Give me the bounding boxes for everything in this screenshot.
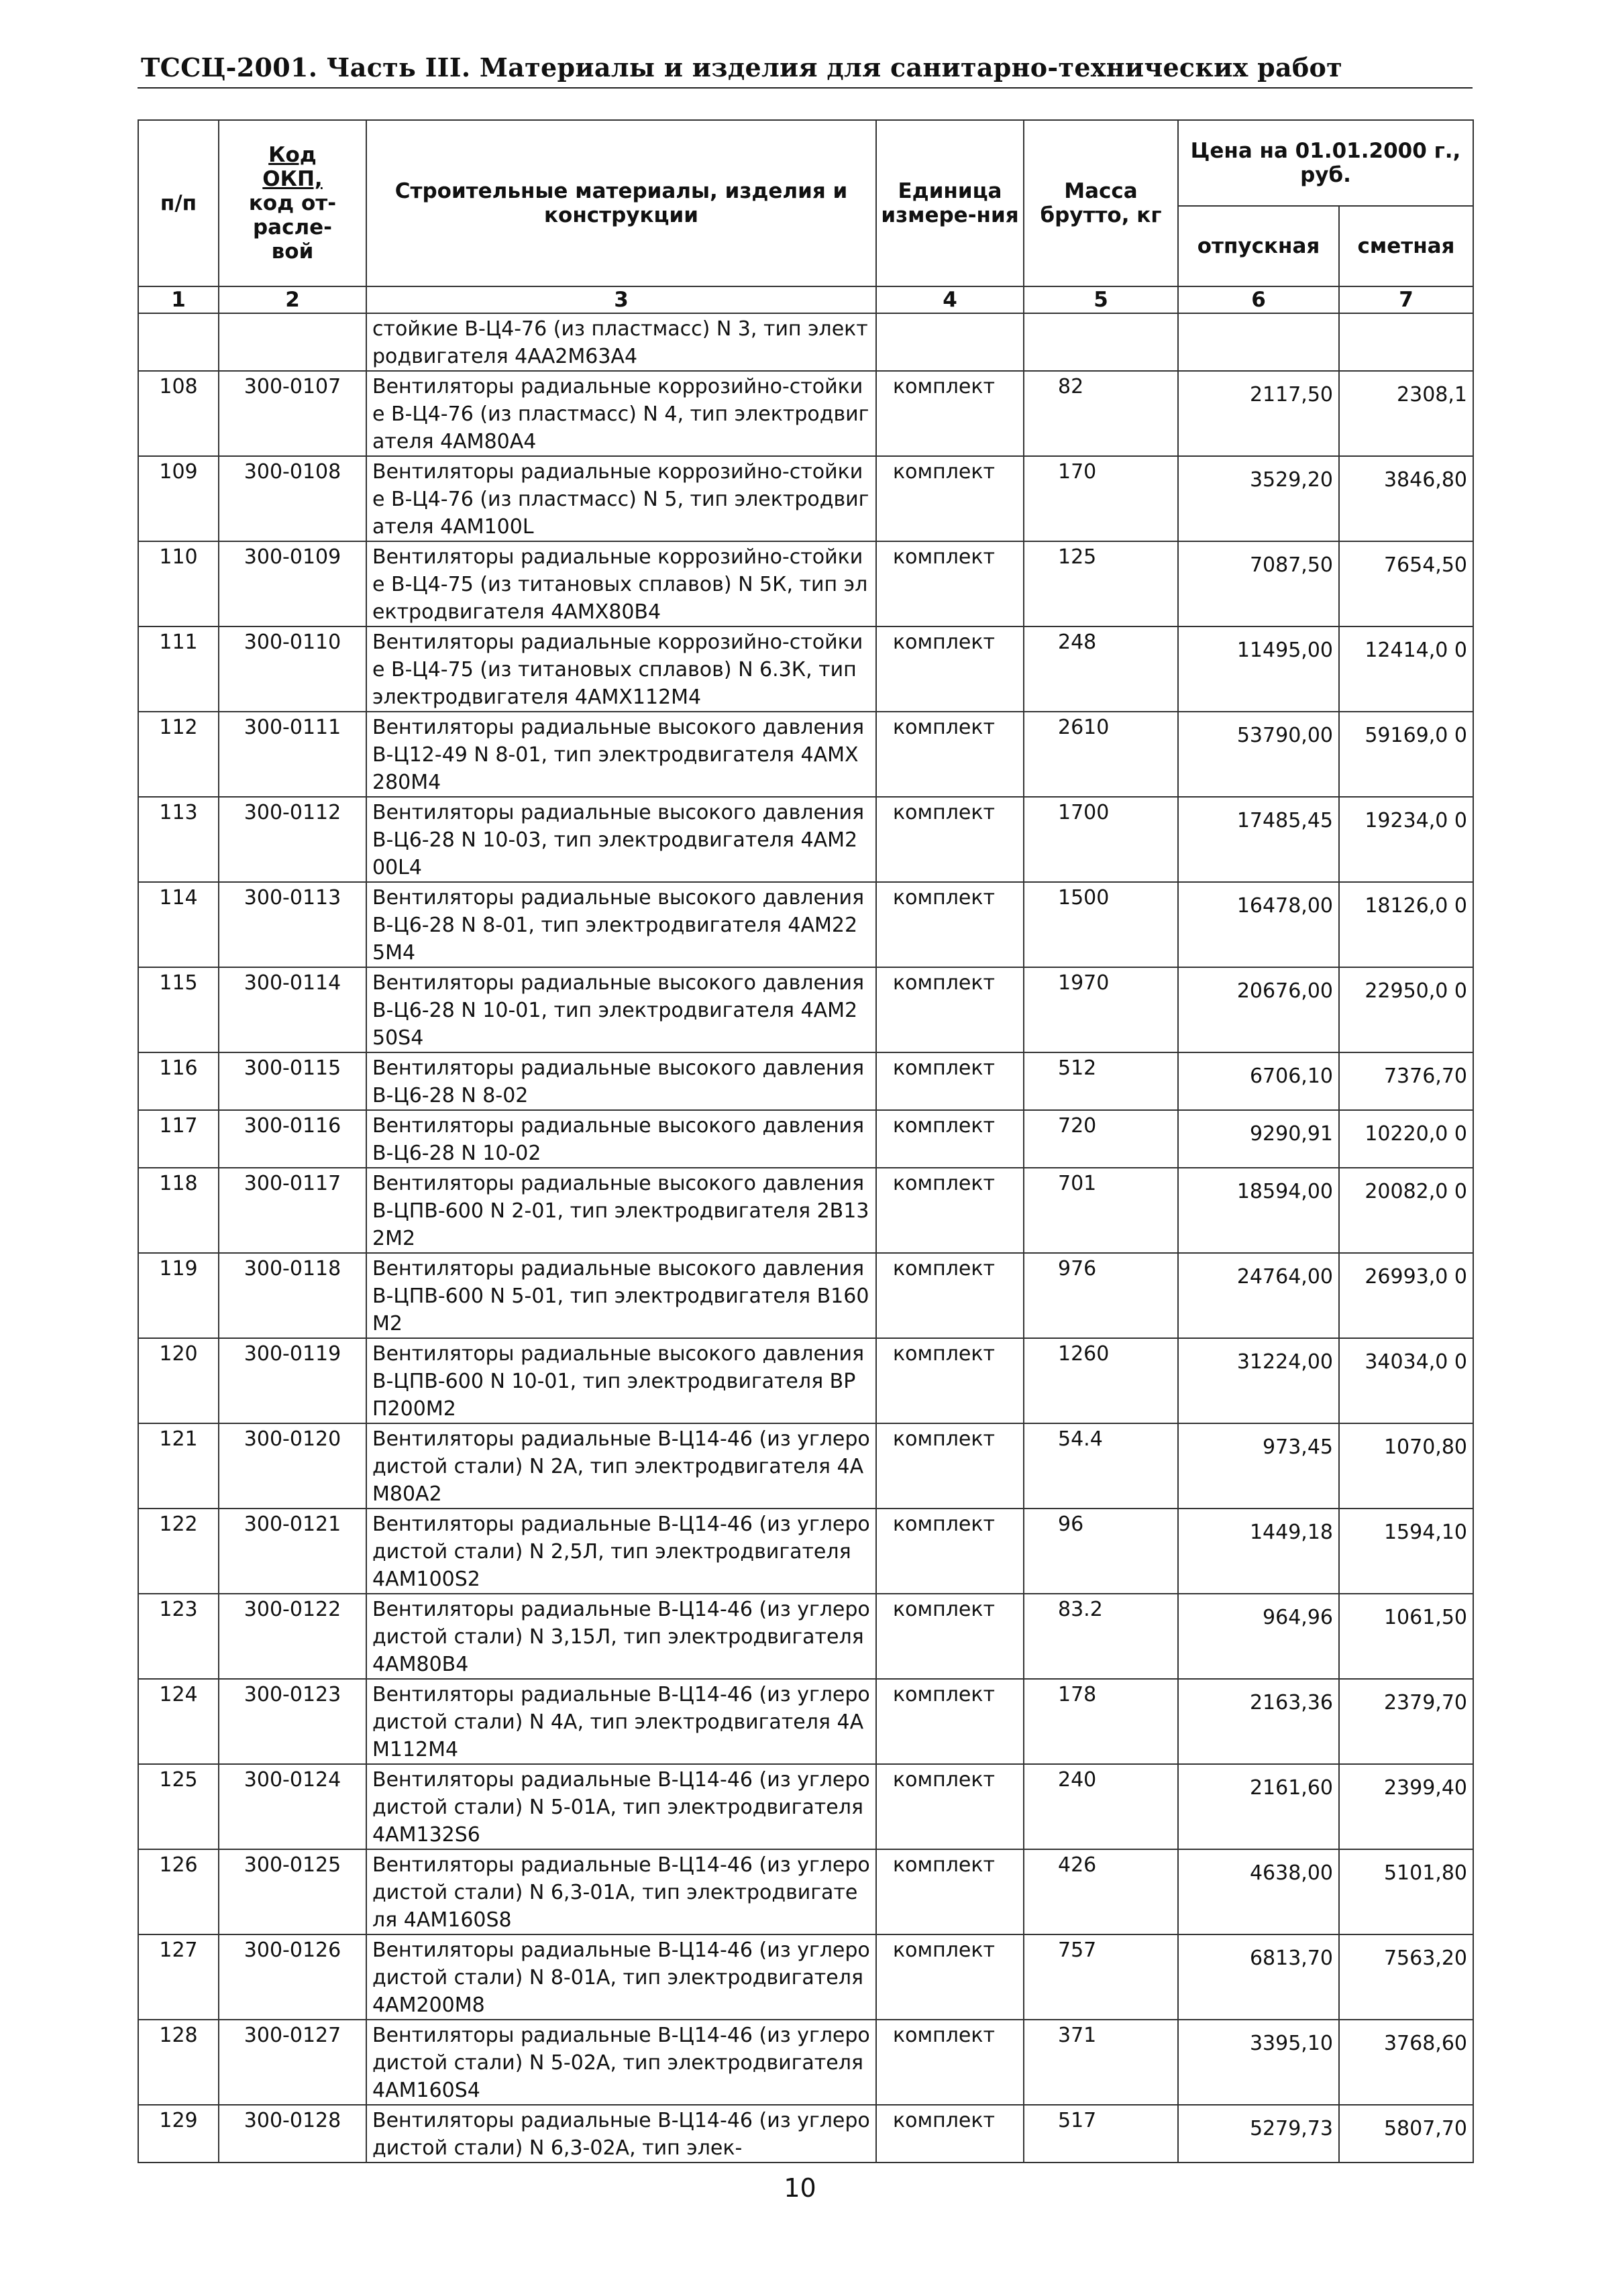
table-row	[138, 371, 1473, 456]
row-price-release: 6813,70	[1178, 1934, 1339, 2020]
row-code: 300-0126	[219, 1934, 366, 2020]
row-description: Вентиляторы радиальные В-Ц14-46 (из углеродистой стали) N 5-01А, тип электродвигателя 4АМ132S6	[366, 1764, 876, 1849]
row-price-estimate: 3768,60	[1339, 2020, 1473, 2105]
row-number: 122	[138, 1509, 219, 1594]
row-price-release: 964,96	[1178, 1594, 1339, 1679]
row-unit: комплект	[876, 1338, 1024, 1423]
row-price-release: 24764,00	[1178, 1253, 1339, 1338]
row-code: 300-0111	[219, 712, 366, 797]
row-mass: 170	[1024, 456, 1178, 541]
row-unit: комплект	[876, 1423, 1024, 1509]
row-price-estimate: 5807,70	[1339, 2105, 1473, 2163]
row-price-estimate: 3846,80	[1339, 456, 1473, 541]
row-unit: комплект	[876, 1594, 1024, 1679]
row-code: 300-0128	[219, 2105, 366, 2163]
row-description: Вентиляторы радиальные коррозийно-стойкие В-Ц4-76 (из пластмасс) N 4, тип электродвигателя 4АМ80А4	[366, 371, 876, 456]
row-code: 300-0123	[219, 1679, 366, 1764]
row-number	[138, 313, 219, 371]
row-unit: комплект	[876, 797, 1024, 882]
row-number: 110	[138, 541, 219, 626]
row-code: 300-0116	[219, 1110, 366, 1168]
table-row	[138, 1338, 1473, 1423]
row-price-estimate: 2399,40	[1339, 1764, 1473, 1849]
row-number: 119	[138, 1253, 219, 1338]
row-unit: комплект	[876, 967, 1024, 1052]
row-number: 129	[138, 2105, 219, 2163]
row-code: 300-0124	[219, 1764, 366, 1849]
row-unit: комплект	[876, 712, 1024, 797]
row-price-estimate	[1339, 313, 1473, 371]
table-row	[138, 2020, 1473, 2105]
row-price-estimate: 7563,20	[1339, 1934, 1473, 2020]
row-code: 300-0114	[219, 967, 366, 1052]
table-row	[138, 1168, 1473, 1253]
row-mass: 240	[1024, 1764, 1178, 1849]
row-price-release: 18594,00	[1178, 1168, 1339, 1253]
row-description: Вентиляторы радиальные В-Ц14-46 (из углеродистой стали) N 6,3-01А, тип электродвигателя 4АМ160S8	[366, 1849, 876, 1934]
row-mass: 125	[1024, 541, 1178, 626]
row-mass: 426	[1024, 1849, 1178, 1934]
row-unit: комплект	[876, 2020, 1024, 2105]
row-price-release: 7087,50	[1178, 541, 1339, 626]
row-unit: комплект	[876, 1679, 1024, 1764]
col-header-code	[219, 120, 366, 286]
code-header-line-4: расле-	[252, 215, 333, 239]
row-mass: 178	[1024, 1679, 1178, 1764]
row-mass: 720	[1024, 1110, 1178, 1168]
row-price-release: 20676,00	[1178, 967, 1339, 1052]
row-description: Вентиляторы радиальные В-Ц14-46 (из углеродистой стали) N 5-02А, тип электродвигателя 4АМ160S4	[366, 2020, 876, 2105]
row-mass: 2610	[1024, 712, 1178, 797]
row-code: 300-0110	[219, 626, 366, 712]
row-number: 116	[138, 1052, 219, 1110]
row-description: Вентиляторы радиальные высокого давления В-Ц6-28 N 10-01, тип электродвигателя 4АМ250S4	[366, 967, 876, 1052]
row-code	[219, 313, 366, 371]
table-row	[138, 1423, 1473, 1509]
page-title: ТССЦ-2001. Часть III. Материалы и изделия для санитарно-технических работ	[141, 52, 1343, 83]
row-number: 121	[138, 1423, 219, 1509]
row-mass: 1700	[1024, 797, 1178, 882]
row-number: 128	[138, 2020, 219, 2105]
row-code: 300-0117	[219, 1168, 366, 1253]
row-price-estimate: 19234,0 0	[1339, 797, 1473, 882]
column-number: 5	[1024, 286, 1178, 313]
row-code: 300-0107	[219, 371, 366, 456]
row-mass	[1024, 313, 1178, 371]
row-code: 300-0118	[219, 1253, 366, 1338]
page-number: 10	[784, 2173, 816, 2203]
table-row	[138, 1764, 1473, 1849]
row-code: 300-0120	[219, 1423, 366, 1509]
row-description: Вентиляторы радиальные высокого давления В-Ц6-28 N 10-03, тип электродвигателя 4АМ200L4	[366, 797, 876, 882]
column-number: 2	[219, 286, 366, 313]
col-header-unit: Единица измере-ния	[876, 120, 1024, 286]
row-unit: комплект	[876, 371, 1024, 456]
row-unit: комплект	[876, 626, 1024, 712]
col-header-desc: Строительные материалы, изделия и конструкции	[366, 120, 876, 286]
row-mass: 371	[1024, 2020, 1178, 2105]
row-price-release: 5279,73	[1178, 2105, 1339, 2163]
table-row	[138, 1594, 1473, 1679]
row-price-release	[1178, 313, 1339, 371]
row-price-estimate: 34034,0 0	[1339, 1338, 1473, 1423]
row-mass: 1970	[1024, 967, 1178, 1052]
row-unit: комплект	[876, 1052, 1024, 1110]
row-mass: 54.4	[1024, 1423, 1178, 1509]
row-price-estimate: 2379,70	[1339, 1679, 1473, 1764]
row-mass: 976	[1024, 1253, 1178, 1338]
row-price-estimate: 1594,10	[1339, 1509, 1473, 1594]
row-description: Вентиляторы радиальные высокого давления В-ЦПВ-600 N 5-01, тип электродвигателя В160М2	[366, 1253, 876, 1338]
row-description: Вентиляторы радиальные высокого давления В-Ц6-28 N 8-02	[366, 1052, 876, 1110]
table-row	[138, 882, 1473, 967]
row-code: 300-0125	[219, 1849, 366, 1934]
row-unit: комплект	[876, 882, 1024, 967]
table-row	[138, 1110, 1473, 1168]
row-description: Вентиляторы радиальные В-Ц14-46 (из углеродистой стали) N 2А, тип электродвигателя 4АМ80А2	[366, 1423, 876, 1509]
row-mass: 757	[1024, 1934, 1178, 2020]
row-description: Вентиляторы радиальные высокого давления В-Ц6-28 N 10-02	[366, 1110, 876, 1168]
column-number: 4	[876, 286, 1024, 313]
row-price-estimate: 1070,80	[1339, 1423, 1473, 1509]
row-unit: комплект	[876, 1168, 1024, 1253]
table-row	[138, 1849, 1473, 1934]
column-number-row	[138, 286, 1473, 313]
row-description: Вентиляторы радиальные В-Ц14-46 (из углеродистой стали) N 4А, тип электродвигателя 4АМ112М4	[366, 1679, 876, 1764]
table-row	[138, 626, 1473, 712]
row-description: Вентиляторы радиальные высокого давления В-ЦПВ-600 N 2-01, тип электродвигателя 2В132М2	[366, 1168, 876, 1253]
row-mass: 83.2	[1024, 1594, 1178, 1679]
row-code: 300-0127	[219, 2020, 366, 2105]
table-row	[138, 2105, 1473, 2163]
col-header-price-release: отпускная	[1178, 206, 1339, 286]
row-price-release: 3395,10	[1178, 2020, 1339, 2105]
row-unit	[876, 313, 1024, 371]
table-row	[138, 967, 1473, 1052]
row-price-release: 9290,91	[1178, 1110, 1339, 1168]
row-price-estimate: 26993,0 0	[1339, 1253, 1473, 1338]
row-description: Вентиляторы радиальные коррозийно-стойкие В-Ц4-75 (из титановых сплавов) N 5К, тип электродвигателя 4АМХ80В4	[366, 541, 876, 626]
row-description: Вентиляторы радиальные высокого давления В-Ц6-28 N 8-01, тип электродвигателя 4АМ225М4	[366, 882, 876, 967]
col-header-price: Цена на 01.01.2000 г., руб.	[1178, 120, 1473, 206]
row-number: 115	[138, 967, 219, 1052]
col-header-mass: Масса брутто, кг	[1024, 120, 1178, 286]
row-unit: комплект	[876, 456, 1024, 541]
row-description: Вентиляторы радиальные коррозийно-стойкие В-Ц4-75 (из титановых сплавов) N 6.3К, тип электродвигателя 4АМХ112М4	[366, 626, 876, 712]
table-row	[138, 1052, 1473, 1110]
row-unit: комплект	[876, 1764, 1024, 1849]
row-number: 125	[138, 1764, 219, 1849]
row-price-release: 973,45	[1178, 1423, 1339, 1509]
row-price-release: 31224,00	[1178, 1338, 1339, 1423]
row-description: Вентиляторы радиальные В-Ц14-46 (из углеродистой стали) N 3,15Л, тип электродвигателя 4АМ80В4	[366, 1594, 876, 1679]
row-code: 300-0113	[219, 882, 366, 967]
table-row	[138, 797, 1473, 882]
row-price-release: 11495,00	[1178, 626, 1339, 712]
row-price-estimate: 7376,70	[1339, 1052, 1473, 1110]
row-number: 117	[138, 1110, 219, 1168]
row-price-estimate: 2308,1	[1339, 371, 1473, 456]
row-mass: 517	[1024, 2105, 1178, 2163]
row-price-estimate: 1061,50	[1339, 1594, 1473, 1679]
table-header	[138, 120, 1473, 313]
row-price-estimate: 20082,0 0	[1339, 1168, 1473, 1253]
row-price-release: 2161,60	[1178, 1764, 1339, 1849]
column-number: 6	[1178, 286, 1339, 313]
code-header-line-2: ОКП,	[262, 167, 323, 191]
row-code: 300-0108	[219, 456, 366, 541]
row-price-release: 3529,20	[1178, 456, 1339, 541]
column-number: 3	[366, 286, 876, 313]
row-unit: комплект	[876, 1509, 1024, 1594]
table-row	[138, 712, 1473, 797]
row-price-release: 17485,45	[1178, 797, 1339, 882]
table-row	[138, 1934, 1473, 2020]
code-header-line-3: код от-	[248, 191, 337, 215]
row-number: 113	[138, 797, 219, 882]
row-number: 124	[138, 1679, 219, 1764]
title-divider	[138, 87, 1473, 89]
row-code: 300-0115	[219, 1052, 366, 1110]
row-mass: 82	[1024, 371, 1178, 456]
row-description: Вентиляторы радиальные В-Ц14-46 (из углеродистой стали) N 8-01А, тип электродвигателя 4АМ200М8	[366, 1934, 876, 2020]
row-number: 111	[138, 626, 219, 712]
row-price-release: 2117,50	[1178, 371, 1339, 456]
row-number: 108	[138, 371, 219, 456]
row-unit: комплект	[876, 1849, 1024, 1934]
row-price-estimate: 59169,0 0	[1339, 712, 1473, 797]
table-row	[138, 1253, 1473, 1338]
row-number: 126	[138, 1849, 219, 1934]
row-price-release: 6706,10	[1178, 1052, 1339, 1110]
row-unit: комплект	[876, 1934, 1024, 2020]
row-mass: 96	[1024, 1509, 1178, 1594]
code-header-line-1: Код	[268, 143, 317, 167]
row-mass: 248	[1024, 626, 1178, 712]
row-unit: комплект	[876, 1110, 1024, 1168]
row-number: 127	[138, 1934, 219, 2020]
row-unit: комплект	[876, 1253, 1024, 1338]
row-price-estimate: 10220,0 0	[1339, 1110, 1473, 1168]
row-price-estimate: 7654,50	[1339, 541, 1473, 626]
row-price-estimate: 18126,0 0	[1339, 882, 1473, 967]
row-mass: 1260	[1024, 1338, 1178, 1423]
row-number: 120	[138, 1338, 219, 1423]
row-description: Вентиляторы радиальные В-Ц14-46 (из углеродистой стали) N 2,5Л, тип электродвигателя 4АМ100S2	[366, 1509, 876, 1594]
row-price-release: 53790,00	[1178, 712, 1339, 797]
row-number: 123	[138, 1594, 219, 1679]
row-price-estimate: 5101,80	[1339, 1849, 1473, 1934]
col-header-num: п/п	[138, 120, 219, 286]
row-code: 300-0112	[219, 797, 366, 882]
code-header-line-5: вой	[271, 239, 314, 264]
row-code: 300-0119	[219, 1338, 366, 1423]
row-description: Вентиляторы радиальные коррозийно-стойкие В-Ц4-76 (из пластмасс) N 5, тип электродвигателя 4АМ100L	[366, 456, 876, 541]
row-description: Вентиляторы радиальные высокого давления В-ЦПВ-600 N 10-01, тип электродвигателя ВРП200М2	[366, 1338, 876, 1423]
row-code: 300-0122	[219, 1594, 366, 1679]
row-code: 300-0121	[219, 1509, 366, 1594]
col-header-price-estimate: сметная	[1339, 206, 1473, 286]
row-price-release: 4638,00	[1178, 1849, 1339, 1934]
row-mass: 512	[1024, 1052, 1178, 1110]
row-unit: комплект	[876, 541, 1024, 626]
table-row	[138, 313, 1473, 371]
row-price-estimate: 12414,0 0	[1339, 626, 1473, 712]
table-body	[138, 313, 1473, 2163]
row-price-estimate: 22950,0 0	[1339, 967, 1473, 1052]
row-number: 112	[138, 712, 219, 797]
row-code: 300-0109	[219, 541, 366, 626]
row-number: 114	[138, 882, 219, 967]
row-number: 109	[138, 456, 219, 541]
table-row	[138, 541, 1473, 626]
row-price-release: 16478,00	[1178, 882, 1339, 967]
row-mass: 1500	[1024, 882, 1178, 967]
row-unit: комплект	[876, 2105, 1024, 2163]
row-mass: 701	[1024, 1168, 1178, 1253]
row-description: Вентиляторы радиальные В-Ц14-46 (из углеродистой стали) N 6,3-02А, тип элек-	[366, 2105, 876, 2163]
column-number: 1	[138, 286, 219, 313]
table-row	[138, 456, 1473, 541]
row-price-release: 2163,36	[1178, 1679, 1339, 1764]
column-number: 7	[1339, 286, 1473, 313]
row-price-release: 1449,18	[1178, 1509, 1339, 1594]
row-description: Вентиляторы радиальные высокого давления В-Ц12-49 N 8-01, тип электродвигателя 4АМХ280М4	[366, 712, 876, 797]
row-description: стойкие В-Ц4-76 (из пластмасс) N 3, тип электродвигателя 4АА2М63А4	[366, 313, 876, 371]
table-row	[138, 1509, 1473, 1594]
table-row	[138, 1679, 1473, 1764]
price-table	[138, 119, 1474, 2163]
row-number: 118	[138, 1168, 219, 1253]
